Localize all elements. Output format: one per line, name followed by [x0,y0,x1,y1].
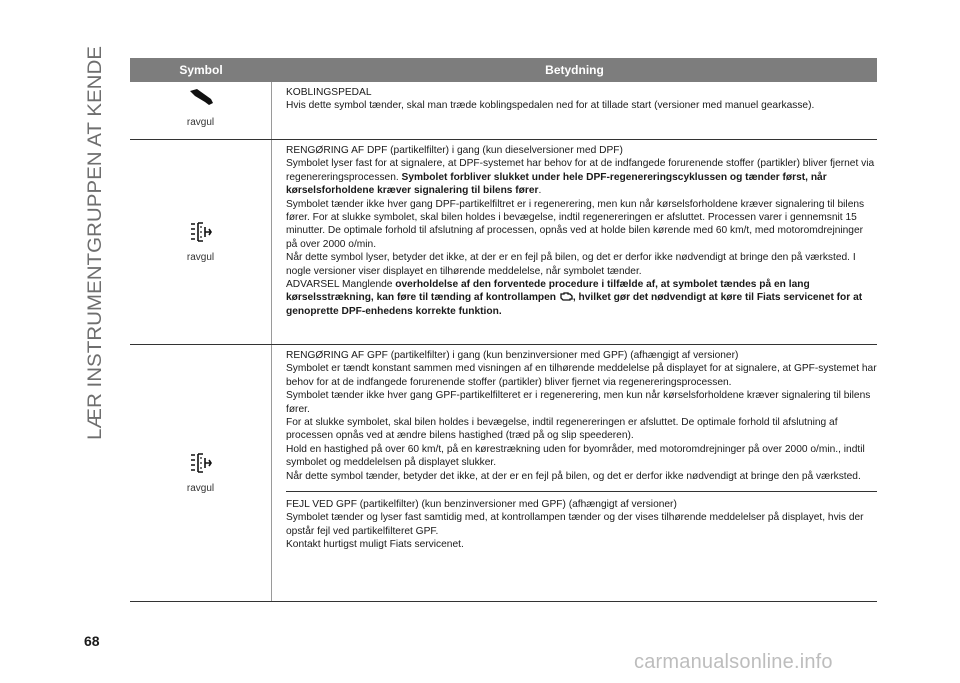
chapter-title-text: LÆR INSTRUMENTGRUPPEN AT KENDE [85,75,106,440]
symbol-color-label: ravgul [186,483,215,494]
text-span: Symbolet lyser fast for at signalere, at DPF-systemet har behov for at de indfangede forurenende stoffer (partikler) bliver fjernet via regenereringsprocessen. [286,158,875,183]
header-symbol: Symbol [179,63,223,77]
paragraph [286,99,877,112]
meaning-section [286,349,877,492]
text-span: RENGØRING AF GPF (partikelfilter) i gang (kun benzinversioner med GPF) (afhængigt af versioner) [286,350,739,361]
symbol-color-label: ravgul [186,117,215,128]
paragraph [286,278,877,318]
bold-text: Symbolet forbliver slukket under hele DPF-regenereringscyklussen og tænder først, når kørselsforholdene kræver signalering til bilens fører [286,171,827,197]
text-span: Hold en hastighed på over 60 km/t, på en kørestrækning uden for byområder, med motoromdrejninger på over 2000 o/min., indtil symbolet og meddelelsen på displayet slukker. [286,443,865,469]
paragraph [286,470,877,483]
meaning-cell [272,82,877,139]
text-span: Når dette symbol lyser, betyder det ikke, at der er en fejl på bilen, og det er derfor ikke nødvendigt at bringe den på værksted. I nogle versioner viser displayet en tilhørende meddelelse, når symbolet tænder. [286,252,856,277]
symbol-cell [130,82,272,139]
text-span: Når dette symbol tænder, betyder det ikke, at der er en fejl på bilen, og det er derfor ikke nødvendigt at bringe den på værksted. [286,470,861,482]
paragraph [286,511,877,538]
paragraph [286,498,877,511]
text-span: For at slukke symbolet, skal bilen holdes i bevægelse, indtil regenereringen er afsluttet. De optimale forhold til afslutning af processen opnås ved at ændre bilens hastighed (træd på og slip speederen). [286,417,838,442]
bold-text: overholdelse af den forventede procedure i tilfælde af, at symbolet tændes på en lang kørselsstrækning, kan føre til tænding af kontrollampen [286,279,810,304]
text-span: . [538,185,542,197]
text-span: FEJL VED GPF (partikelfilter) (kun benzinversioner med GPF) (afhængigt af versioner) [286,499,677,511]
meaning-cell [272,345,877,601]
watermark: carmanualsonline.info [634,651,833,673]
page-number: 68 [84,633,100,649]
header-meaning: Betydning [545,63,604,77]
paragraph [286,416,877,443]
text-span: ADVARSEL Manglende [286,279,396,291]
paragraph [286,86,877,99]
paragraph [286,362,877,389]
gpf-icon [189,452,213,479]
text-span: Symbolet tænder ikke hver gang DPF-partikelfiltret er i regenerering, men kun når kørselsforholdene kræver signalering til bilens fører. For at slukke symbolet, skal bilen holdes i bevægelse, indtil regenereringen er afsluttet. Processen varer i gennemsnit 15 minutter. De optimale forhold til afslutning af processen, opnås ved at holde bilen kørende med 60 km/t, med motoromdrejninger på over 2000 o/min. [286,198,865,250]
text-span: Symbolet tænder og lyser fast samtidig med, at kontrollampen tænder og der vises tilhørende meddelelser på displayet, hvis der opstår fejl ved partikelfilteret GPF. [286,512,864,537]
table-row [130,140,877,345]
text-span: Hvis dette symbol tænder, skal man træde koblingspedalen ned for at tillade start (versioner med manuel gearkasse). [286,100,815,112]
paragraph [286,157,877,197]
paragraph [286,538,877,551]
text-span: Symbolet tænder ikke hver gang GPF-partikelfilteret er i regenerering, men kun når kørselsforholdene kræver signalering til bilens fører. [286,390,871,415]
text-span: Kontakt hurtigst muligt Fiats servicenet. [286,539,464,551]
paragraph [286,349,877,362]
meaning-section [286,498,877,552]
engine-warning-icon [559,291,573,301]
paragraph [286,251,877,278]
table-row [130,345,877,602]
clutch-pedal-icon [187,88,215,113]
symbol-cell [130,140,272,344]
text-span: Symbolet er tændt konstant sammen med visningen af en tilhørende meddelelse på displayet for at signalere, at GPF-systemet har behov for at de indfangede forurenende stoffer (partikler) bliver fjernet via regenereringsprocessen. [286,363,877,388]
paragraph [286,443,877,470]
paragraph [286,144,877,157]
paragraph [286,389,877,416]
text-span: KOBLINGSPEDAL [286,87,372,98]
symbol-color-label: ravgul [186,252,215,263]
table-header [130,58,877,82]
meaning-cell [272,140,877,344]
symbol-table [130,58,877,602]
paragraph [286,198,877,252]
bold-text: , hvilket gør det nødvendigt at køre til Fiats servicenet for at genoprette DPF-enhedens korrekte funktion. [286,292,863,317]
dpf-icon [189,221,213,248]
chapter-side-title [84,42,104,442]
symbol-cell [130,345,272,601]
table-row [130,82,877,140]
text-span: RENGØRING AF DPF (partikelfilter) i gang (kun dieselversioner med DPF) [286,145,623,156]
